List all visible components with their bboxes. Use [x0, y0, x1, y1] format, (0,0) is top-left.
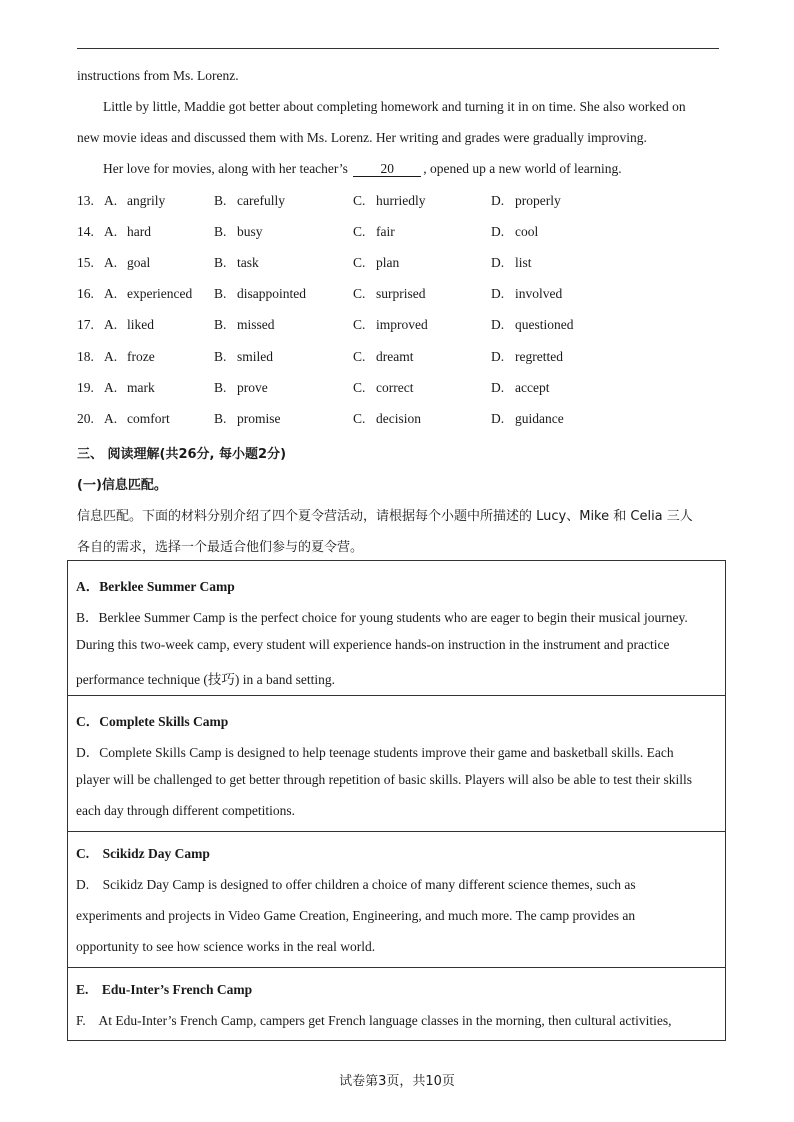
passage-line: Little by little, Maddie got better about completing homework and turning it in on time. She also worked on [103, 99, 686, 114]
option-a: goal [127, 255, 151, 271]
camp-text-line: player will be challenged to get better through repetition of basic skills. Players will also be able to test their skills [76, 772, 692, 787]
question-number: 13. [77, 193, 94, 208]
passage-text: , opened up a new world of learning. [423, 161, 622, 176]
option-c: plan [376, 255, 400, 271]
camp-box-french [67, 967, 726, 1041]
question-row [77, 255, 717, 275]
camp-text-line: D．Complete Skills Camp is designed to help teenage students improve their game and basketball skills. Each [76, 745, 674, 760]
option-letter-d: D. [491, 286, 505, 302]
option-letter-a: A. [104, 193, 118, 208]
passage-line: instructions from Ms. Lorenz. [77, 68, 239, 83]
question-row [77, 286, 717, 306]
camp-box-scikidz [67, 831, 726, 968]
option-letter-c: C. [353, 224, 366, 240]
option-letter-a: A. [104, 379, 118, 395]
option-letter-c: C. [353, 410, 366, 426]
option-c: hurriedly [376, 193, 426, 208]
option-letter-d: D. [491, 317, 505, 333]
option-a: comfort [127, 410, 170, 426]
option-letter-b: B. [214, 255, 227, 271]
camp-text-line: During this two-week camp, every student will experience hands-on instruction in the instrument and practice [76, 637, 670, 652]
option-d: cool [515, 224, 539, 240]
camp-box-berklee [67, 560, 726, 696]
option-c: decision [376, 410, 421, 426]
option-b: missed [237, 317, 275, 333]
camp-title: E. Edu-Inter’s French Camp [76, 982, 253, 997]
camp-text-line: D. Scikidz Day Camp is designed to offer children a choice of many different science themes, such as [76, 877, 636, 892]
option-letter-b: B. [214, 224, 227, 240]
option-letter-b: B. [214, 193, 227, 208]
question-number: 14. [77, 224, 94, 240]
option-b: busy [237, 224, 263, 240]
camp-text-line: opportunity to see how science works in the real world. [76, 939, 376, 954]
option-letter-a: A. [104, 224, 118, 240]
option-d: guidance [515, 410, 564, 426]
option-a: mark [127, 379, 155, 395]
option-letter-b: B. [214, 379, 227, 395]
option-letter-c: C. [353, 379, 366, 395]
camp-title: A．Berklee Summer Camp [76, 579, 235, 594]
question-number: 17. [77, 317, 94, 333]
section-heading: 三、 阅读理解(共26分, 每小题2分) [77, 447, 287, 462]
camp-text-line: performance technique (技巧) in a band setting. [76, 672, 336, 687]
option-letter-d: D. [491, 224, 505, 240]
option-letter-d: D. [491, 379, 505, 395]
option-b: task [237, 255, 259, 271]
instruction-line: 信息匹配。下面的材料分别介绍了四个夏令营活动，请根据每个小题中所描述的 Lucy、Mike 和 Celia 三人 [77, 509, 693, 524]
passage-line-with-blank [103, 161, 622, 177]
page-footer: 试卷第3页，共10页 [339, 1074, 455, 1089]
camp-box-skills [67, 695, 726, 832]
option-a: angrily [127, 193, 166, 208]
option-letter-b: B. [214, 348, 227, 364]
option-d: list [515, 255, 532, 271]
option-a: experienced [127, 286, 193, 302]
camp-text-line: experiments and projects in Video Game Creation, Engineering, and much more. The camp provides an [76, 908, 636, 923]
sub-heading: (一)信息匹配。 [77, 478, 167, 493]
option-c: correct [376, 379, 414, 395]
option-b: smiled [237, 348, 273, 364]
option-letter-c: C. [353, 255, 366, 271]
question-number: 19. [77, 379, 94, 395]
camp-text-line: B．Berklee Summer Camp is the perfect choice for young students who are eager to begin their musical journey. [76, 610, 688, 625]
question-row [77, 193, 717, 213]
option-d: accept [515, 379, 550, 395]
option-c: fair [376, 224, 395, 240]
option-letter-b: B. [214, 286, 227, 302]
option-letter-d: D. [491, 410, 505, 426]
option-d: regretted [515, 348, 563, 364]
option-letter-d: D. [491, 255, 505, 271]
option-letter-d: D. [491, 193, 505, 208]
option-letter-c: C. [353, 193, 366, 208]
option-b: disappointed [237, 286, 306, 302]
option-b: carefully [237, 193, 285, 208]
option-letter-b: B. [214, 410, 227, 426]
option-a: hard [127, 224, 151, 240]
question-row [77, 317, 717, 337]
question-row [77, 349, 717, 369]
option-letter-a: A. [104, 317, 118, 333]
instruction-line: 各自的需求，选择一个最适合他们参与的夏令营。 [77, 540, 364, 555]
question-number: 15. [77, 255, 94, 271]
option-letter-a: A. [104, 410, 118, 426]
option-letter-c: C. [353, 348, 366, 364]
option-letter-d: D. [491, 348, 505, 364]
answer-blank-20: 20 [353, 162, 421, 177]
question-row [77, 380, 717, 400]
option-letter-c: C. [353, 286, 366, 302]
option-b: promise [237, 410, 281, 426]
option-c: dreamt [376, 348, 414, 364]
top-rule [77, 48, 719, 49]
question-number: 16. [77, 286, 94, 302]
camp-text-line: each day through different competitions. [76, 803, 296, 818]
question-number: 20. [77, 410, 94, 426]
option-d: questioned [515, 317, 574, 333]
camp-text-line: F. At Edu-Inter’s French Camp, campers get French language classes in the morning, then cultural activities, [76, 1013, 672, 1028]
option-letter-a: A. [104, 255, 118, 271]
option-d: involved [515, 286, 563, 302]
passage-line: new movie ideas and discussed them with Ms. Lorenz. Her writing and grades were gradually improving. [77, 130, 647, 145]
option-a: liked [127, 317, 154, 333]
option-letter-c: C. [353, 317, 366, 333]
option-letter-b: B. [214, 317, 227, 333]
passage-text: Her love for movies, along with her teacher’s [103, 161, 348, 176]
option-b: prove [237, 379, 268, 395]
option-d: properly [515, 193, 561, 208]
option-c: improved [376, 317, 428, 333]
question-number: 18. [77, 348, 94, 364]
option-c: surprised [376, 286, 426, 302]
camp-title: C. Scikidz Day Camp [76, 846, 210, 861]
question-row [77, 224, 717, 244]
question-row [77, 411, 717, 431]
option-letter-a: A. [104, 286, 118, 302]
camp-title: C．Complete Skills Camp [76, 714, 229, 729]
option-a: froze [127, 348, 155, 364]
option-letter-a: A. [104, 348, 118, 364]
